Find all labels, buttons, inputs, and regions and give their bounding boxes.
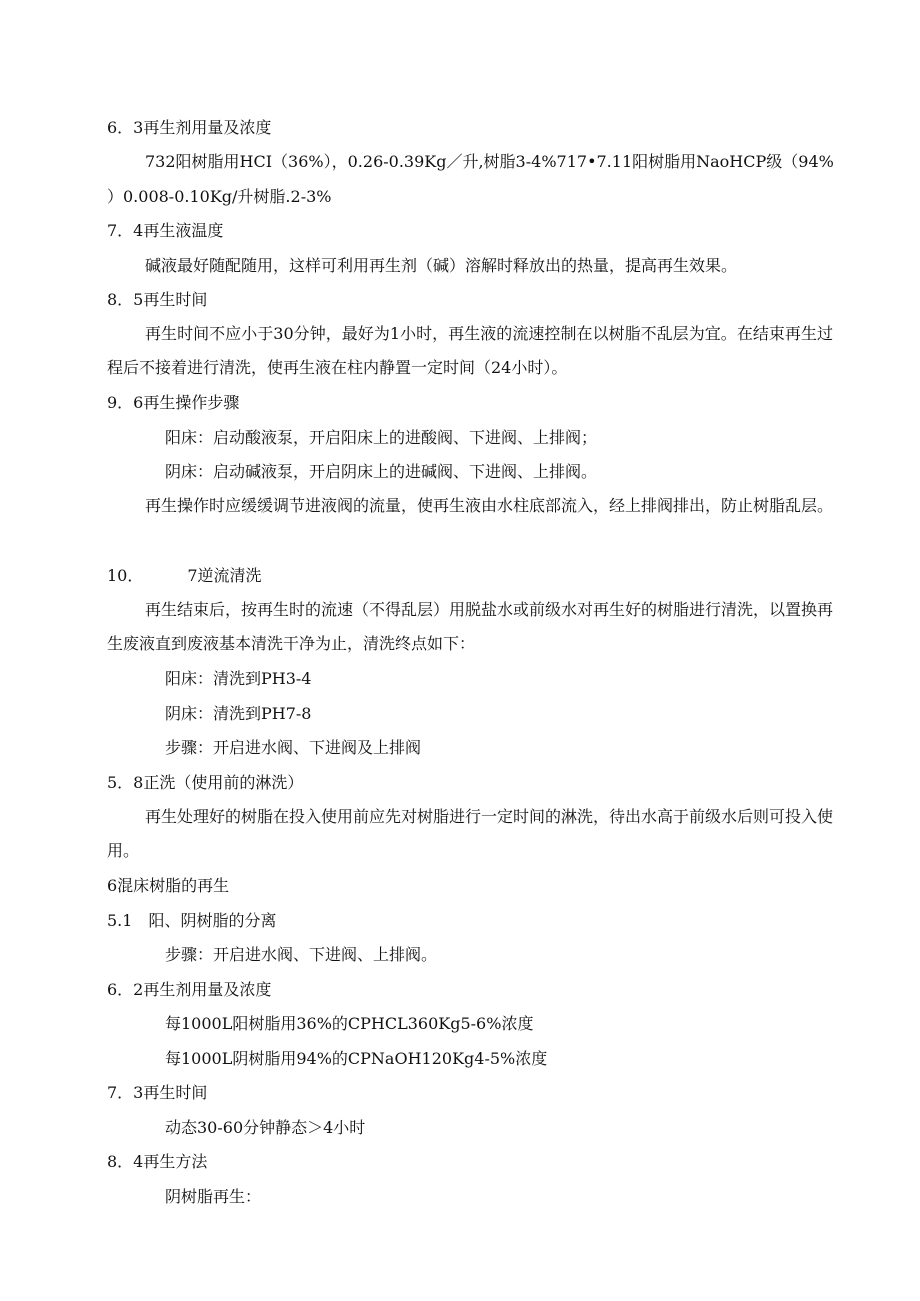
section-heading: 8．5再生时间 <box>107 290 208 309</box>
body-line: 碱液最好随配随用，这样可利用再生剂（碱）溶解时释放出的热量，提高再生效果。 <box>145 256 738 275</box>
body-line: 732阳树脂用HCI（36%），0.26-0.39Kg／升,树脂3-4%717•7.11阳树脂用NaoHCP级（94% <box>145 152 834 171</box>
section-heading: 8．4再生方法 <box>107 1152 208 1171</box>
body-paragraph: 再生结束后，按再生时的流速（不得乱层）用脱盐水或前级水对再生好的树脂进行清洗，以置换再生废液直到废液基本清洗干净为止，清洗终点如下： <box>107 600 834 653</box>
body-line: 每1000L阴树脂用94%的CPNaOH120Kg4-5%浓度 <box>165 1049 548 1068</box>
body-line: 每1000L阳树脂用36%的CPHCL360Kg5-6%浓度 <box>165 1014 534 1033</box>
section-heading: 7．3再生时间 <box>107 1083 208 1102</box>
body-line: 动态30-60分钟静态＞4小时 <box>165 1118 366 1137</box>
section-heading: 5．8正洗（使用前的淋洗） <box>107 773 304 792</box>
body-line: 阴床：启动碱液泵，开启阴床上的进碱阀、下进阀、上排阀。 <box>165 462 598 481</box>
section-heading: 5.1 阳、阴树脂的分离 <box>107 911 277 930</box>
section-heading: 6．3再生剂用量及浓度 <box>107 118 272 137</box>
body-paragraph: 再生时间不应小于30分钟，最好为1小时，再生液的流速控制在以树脂不乱层为宜。在结束再生过程后不接着进行清洗，使再生液在柱内静置一定时间（24小时）。 <box>107 324 833 377</box>
section-number: 10． <box>107 566 144 585</box>
body-line: 阴床：清洗到PH7-8 <box>165 704 312 723</box>
body-line: 阴树脂再生： <box>165 1187 262 1206</box>
body-line: 阳床：启动酸液泵，开启阳床上的进酸阀、下进阀、上排阀； <box>165 428 598 447</box>
body-paragraph: 再生操作时应缓缓调节进液阀的流量，使再生液由水柱底部流入，经上排阀排出，防止树脂乱层。 <box>145 496 834 515</box>
section-heading: 7．4再生液温度 <box>107 221 224 240</box>
section-heading: 6．2再生剂用量及浓度 <box>107 980 272 999</box>
body-line: 步骤：开启进水阀、下进阀、上排阀。 <box>165 945 438 964</box>
body-line: ）0.008-0.10Kg/升树脂.2-3% <box>107 187 332 206</box>
section-heading <box>107 566 262 586</box>
section-title: 7逆流清洗 <box>187 566 262 585</box>
section-heading: 6混床树脂的再生 <box>107 876 230 895</box>
body-paragraph: 再生处理好的树脂在投入使用前应先对树脂进行一定时间的淋洗，待出水高于前级水后则可投入使用。 <box>107 807 834 860</box>
body-line: 步骤：开启进水阀、下进阀及上排阀 <box>165 738 422 757</box>
section-heading: 9．6再生操作步骤 <box>107 393 240 412</box>
body-line: 阳床：清洗到PH3-4 <box>165 669 312 688</box>
